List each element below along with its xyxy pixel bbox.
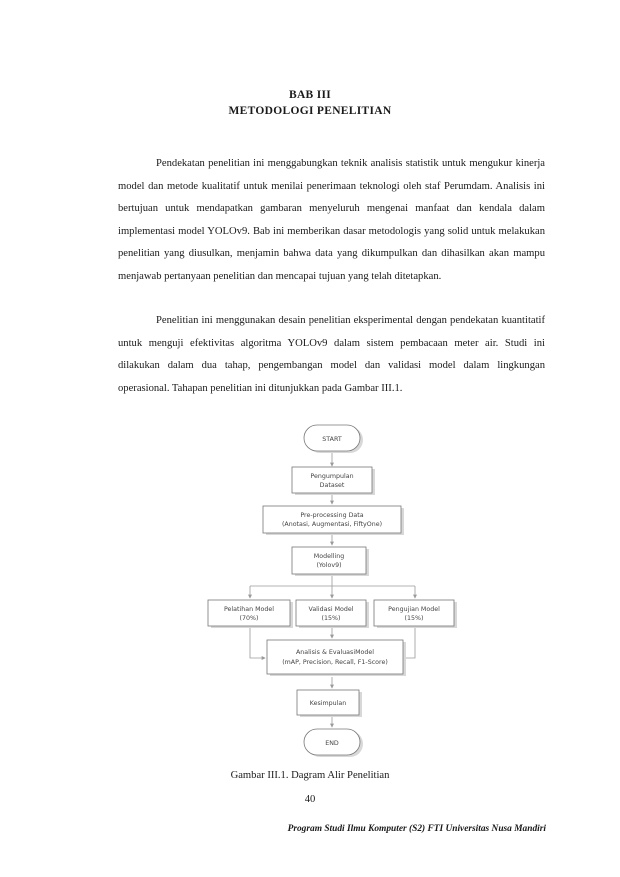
figure-caption: Gambar III.1. Dagram Alir Penelitian [230, 770, 390, 781]
paragraph-2-text: Penelitian ini menggunakan desain penelitian eksperimental dengan pendekatan kuantitatif untuk menguji efektivitas algoritma YOLOv9 dalam sistem pembacaan meter air. Studi ini dilakukan dalam dua tahap, pengembangan model dan validasi model dalam lingkungan operasional. Tahapan penelitian ini ditunjukkan pada Gambar III.1. [118, 315, 545, 394]
validate-line-2: (15%) [321, 615, 341, 622]
flowchart-diagram [190, 420, 450, 760]
flowchart-step-evaluate [267, 640, 406, 676]
train-line-1: Pelatihan Model [223, 606, 275, 613]
flowchart-step-validate [296, 600, 369, 628]
page-footer: Program Studi Ilmu Komputer (S2) FTI Universitas Nusa Mandiri [287, 824, 546, 834]
train-line-2: (70%) [239, 615, 259, 622]
flowchart-step-preprocess [263, 506, 404, 535]
conclusion-label: Kesimpulan [309, 700, 347, 707]
preprocess-line-2: (Anotasi, Augmentasi, FiftyOne) [281, 521, 383, 528]
modelling-line-2: (Yolov9) [316, 562, 342, 569]
modelling-line-1: Modelling [313, 553, 345, 560]
flowchart-step-collect [292, 467, 375, 495]
validate-line-1: Validasi Model [308, 606, 354, 613]
flowchart-step-test [374, 600, 457, 628]
collect-line-2: Dataset [319, 482, 345, 489]
flowchart-end-node [304, 729, 363, 757]
test-line-2: (15%) [404, 615, 424, 622]
paragraph-1-text: Pendekatan penelitian ini menggabungkan teknik analisis statistik untuk mengukur kinerja model dan metode kualitatif untuk menilai penerimaan teknologi oleh staf Perumdam. Analisis ini bertujuan untuk mendapatkan gambaran menyeluruh mengenai manfaat dan kendala dalam implementasi model YOLOv9. Bab ini memberikan dasar metodologis yang solid untuk melakukan penelitian yang diusulkan, menjamin bahwa data yang dikumpulkan dan dihasilkan akan mampu menjawab pertanyaan penelitian dan mencapai tujuan yang telah ditetapkan. [118, 158, 545, 282]
evaluate-line-2: (mAP, Precision, Recall, F1-Score) [282, 659, 388, 666]
chapter-number: BAB III [288, 89, 332, 101]
end-label: END [325, 740, 339, 747]
chapter-title: METODOLOGI PENELITIAN [228, 105, 392, 117]
collect-line-1: Pengumpulan [310, 473, 354, 480]
preprocess-line-1: Pre-processing Data [300, 512, 364, 519]
flowchart-figure [190, 420, 450, 760]
paragraph-1 [118, 153, 545, 289]
flowchart-step-modelling [292, 547, 369, 576]
start-label: START [322, 436, 342, 443]
flowchart-step-train [208, 600, 293, 628]
flowchart-step-conclusion [297, 690, 362, 717]
test-line-1: Pengujian Model [388, 606, 440, 613]
flowchart-start-node [304, 425, 363, 453]
page-number: 40 [304, 794, 316, 805]
evaluate-line-1: Analisis & EvaluasiModel [296, 649, 374, 656]
paragraph-2 [118, 310, 545, 400]
